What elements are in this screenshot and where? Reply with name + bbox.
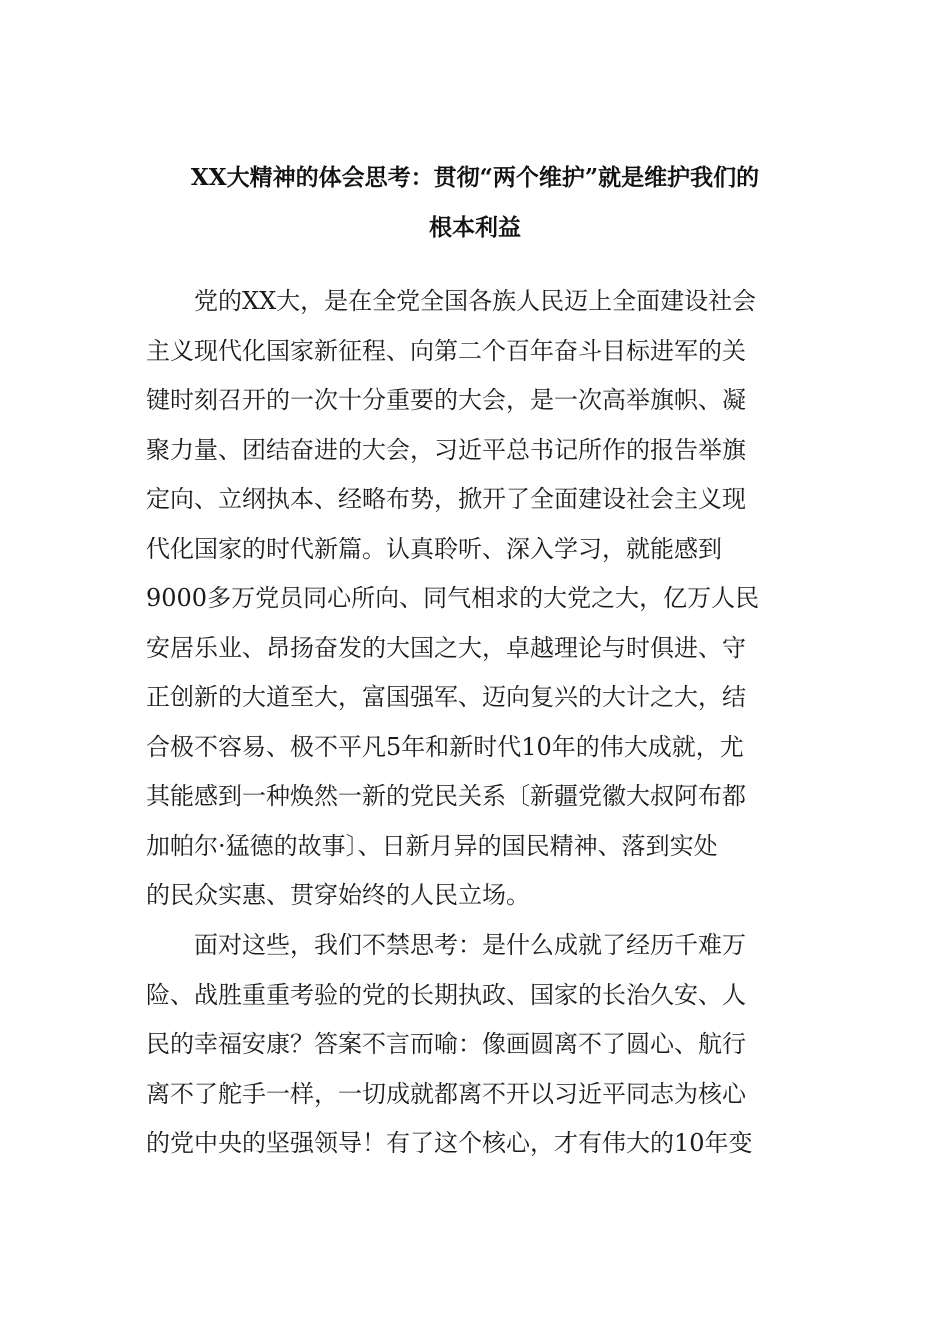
paragraph-line: 党的XX大，是在全党全国各族人民迈上全面建设社会 bbox=[194, 287, 757, 315]
title-line-1: XX大精神的体会思考：贯彻“两个维护”就是维护我们的 bbox=[190, 164, 760, 191]
paragraph-line: 安居乐业、昂扬奋发的大国之大，卓越理论与时俱进、守 bbox=[146, 633, 746, 662]
paragraph-line: 面对这些，我们不禁思考：是什么成就了经历千难万 bbox=[194, 931, 746, 959]
paragraph-line: 加帕尔·猛德的故事〕、日新月异的国民精神、落到实处 bbox=[146, 831, 718, 860]
document-title bbox=[140, 153, 810, 252]
paragraph-line: 的民众实惠、贯穿始终的人民立场。 bbox=[146, 881, 530, 909]
paragraph-line: 主义现代化国家新征程、向第二个百年奋斗目标进军的关 bbox=[146, 336, 746, 365]
paragraph-line: 键时刻召开的一次十分重要的大会，是一次高举旗帜、凝 bbox=[146, 386, 746, 414]
paragraph-1 bbox=[146, 277, 796, 921]
paragraph-line: 其能感到一种焕然一新的党民关系〔新疆党徽大叔阿布都 bbox=[146, 782, 746, 810]
paragraph-line: 正创新的大道至大，富国强军、迈向复兴的大计之大，结 bbox=[146, 683, 746, 711]
title-line-2: 根本利益 bbox=[429, 213, 521, 241]
paragraph-line: 聚力量、团结奋进的大会，习近平总书记所作的报告举旗 bbox=[146, 435, 746, 464]
paragraph-line: 代化国家的时代新篇。认真聆听、深入学习，就能感到 bbox=[146, 534, 722, 563]
paragraph-line: 合极不容易、极不平凡5年和新时代10年的伟大成就，尤 bbox=[146, 732, 744, 761]
paragraph-line: 险、战胜重重考验的党的长期执政、国家的长治久安、人 bbox=[146, 980, 746, 1009]
paragraph-line: 离不了舵手一样，一切成就都离不开以习近平同志为核心 bbox=[146, 1079, 746, 1108]
paragraph-line: 民的幸福安康？答案不言而喻：像画圆离不了圆心、航行 bbox=[146, 1030, 746, 1058]
paragraph-2 bbox=[146, 921, 796, 1169]
paragraph-line: 9000多万党员同心所向、同气相求的大党之大，亿万人民 bbox=[146, 584, 760, 612]
paragraph-line: 定向、立纲执本、经略布势，掀开了全面建设社会主义现 bbox=[146, 485, 746, 513]
paragraph-line: 的党中央的坚强领导！有了这个核心，才有伟大的10年变 bbox=[146, 1129, 753, 1157]
